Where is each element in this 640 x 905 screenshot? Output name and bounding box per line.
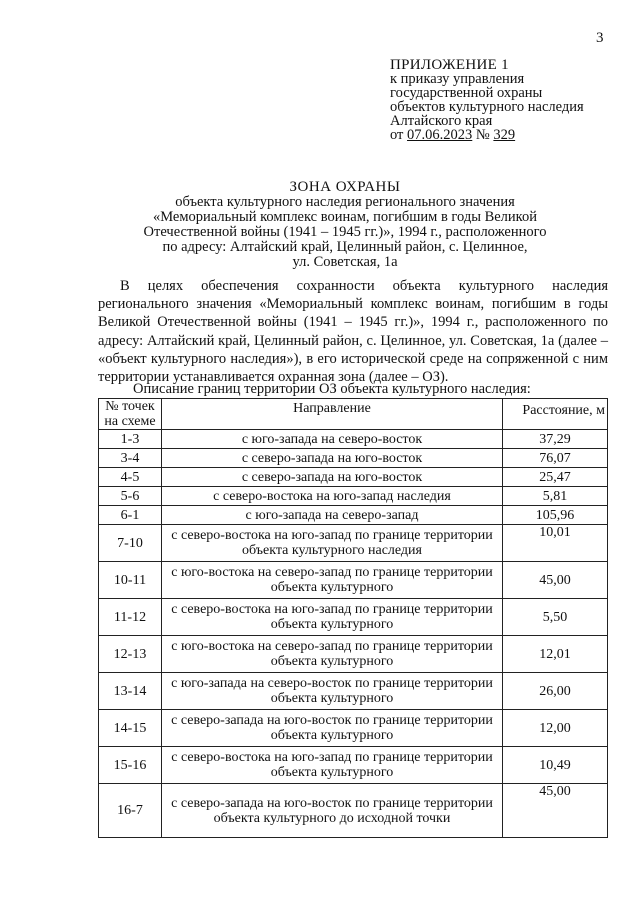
number-sign: № — [475, 127, 490, 143]
table-row — [99, 430, 608, 449]
boundary-table — [98, 398, 608, 838]
zone-line: объекта культурного наследия регионального значения — [175, 194, 515, 210]
cell-distance: 76,07 — [503, 449, 608, 468]
cell-distance: 10,49 — [503, 747, 608, 784]
cell-distance: 105,96 — [503, 506, 608, 525]
cell-points: 7-10 — [99, 525, 162, 562]
table-row — [99, 710, 608, 747]
table-row — [99, 506, 608, 525]
appendix-line: государственной охраны — [390, 85, 543, 101]
cell-distance: 26,00 — [503, 673, 608, 710]
zone-line: Отечественной войны (1941 – 1945 гг.)», 1994 г., расположенного — [143, 224, 547, 240]
zone-heading — [90, 180, 600, 270]
cell-points: 14-15 — [99, 710, 162, 747]
cell-distance: 45,00 — [503, 784, 608, 838]
cell-distance: 5,81 — [503, 487, 608, 506]
appendix-date-line — [390, 128, 630, 142]
cell-direction: с юго-востока на северо-запад по границе территории объекта культурного — [162, 636, 503, 673]
table-row — [99, 468, 608, 487]
cell-points: 6-1 — [99, 506, 162, 525]
cell-points: 1-3 — [99, 430, 162, 449]
cell-distance: 12,01 — [503, 636, 608, 673]
date-prefix: от — [390, 127, 404, 143]
cell-points: 12-13 — [99, 636, 162, 673]
appendix-line: к приказу управления — [390, 71, 525, 87]
intro-text: В целях обеспечения сохранности объекта культурного наследия регионального значения «Мемориальный комплекс воинам, погибшим в годы Великой Отечественной войны (1941 – 1945 гг.)», 1994 г., расположенного по адресу: Алтайский край, Целинный район, с. Целинное, ул. Советская, 1а (далее – «объект культурного наследия»), в его исторической среде на сопряженной с ним территории устанавливается охранная зона (далее – ОЗ). — [98, 278, 608, 386]
zone-line: «Мемориальный комплекс воинам, погибшим в годы Великой — [152, 209, 537, 225]
table-row — [99, 562, 608, 599]
cell-points: 15-16 — [99, 747, 162, 784]
appendix-block — [390, 58, 630, 142]
header-direction: Направление — [162, 399, 503, 430]
cell-distance: 45,00 — [503, 562, 608, 599]
cell-distance: 5,50 — [503, 599, 608, 636]
cell-direction: с северо-востока на юго-запад наследия — [162, 487, 503, 506]
cell-points: 11-12 — [99, 599, 162, 636]
order-number: 329 — [493, 127, 516, 143]
cell-points: 4-5 — [99, 468, 162, 487]
cell-direction: с северо-востока на юго-запад по границе территории объекта культурного — [162, 599, 503, 636]
table-header-row — [99, 399, 608, 430]
cell-distance: 12,00 — [503, 710, 608, 747]
table-row — [99, 747, 608, 784]
cell-direction: с северо-запада на юго-восток по границе территории объекта культурного до исходной точки — [162, 784, 503, 838]
table-caption: Описание границ территории ОЗ объекта культурного наследия: — [133, 381, 531, 397]
table-row — [99, 487, 608, 506]
order-date: 07.06.2023 — [407, 127, 473, 143]
intro-paragraph — [98, 277, 608, 386]
cell-points: 5-6 — [99, 487, 162, 506]
cell-points: 13-14 — [99, 673, 162, 710]
cell-direction: с юго-запада на северо-восток — [162, 430, 503, 449]
appendix-line: Алтайского края — [390, 113, 493, 129]
table-row — [99, 673, 608, 710]
cell-direction: с юго-запада на северо-запад — [162, 506, 503, 525]
table-row — [99, 599, 608, 636]
cell-points: 16-7 — [99, 784, 162, 838]
table-row — [99, 449, 608, 468]
appendix-line: объектов культурного наследия — [390, 99, 584, 115]
cell-direction: с северо-запада на юго-восток по границе территории объекта культурного — [162, 710, 503, 747]
zone-title: ЗОНА ОХРАНЫ — [289, 179, 401, 195]
cell-direction: с северо-запада на юго-восток — [162, 449, 503, 468]
zone-line: по адресу: Алтайский край, Целинный район, с. Целинное, — [162, 239, 528, 255]
header-points: № точек на схеме — [99, 399, 162, 430]
table-row — [99, 636, 608, 673]
appendix-title: ПРИЛОЖЕНИЕ 1 — [390, 57, 509, 73]
cell-points: 3-4 — [99, 449, 162, 468]
cell-direction: с северо-востока на юго-запад по границе территории объекта культурного — [162, 747, 503, 784]
zone-line: ул. Советская, 1а — [292, 254, 398, 270]
header-distance: Расстояние, м — [503, 399, 608, 430]
table-row — [99, 525, 608, 562]
cell-direction: с северо-востока на юго-запад по границе территории объекта культурного наследия — [162, 525, 503, 562]
cell-points: 10-11 — [99, 562, 162, 599]
cell-direction: с юго-запада на северо-восток по границе территории объекта культурного — [162, 673, 503, 710]
cell-distance: 37,29 — [503, 430, 608, 449]
cell-direction: с северо-запада на юго-восток — [162, 468, 503, 487]
cell-direction: с юго-востока на северо-запад по границе территории объекта культурного — [162, 562, 503, 599]
table-row — [99, 784, 608, 838]
page-number: 3 — [596, 30, 604, 46]
cell-distance: 25,47 — [503, 468, 608, 487]
cell-distance: 10,01 — [503, 525, 608, 562]
